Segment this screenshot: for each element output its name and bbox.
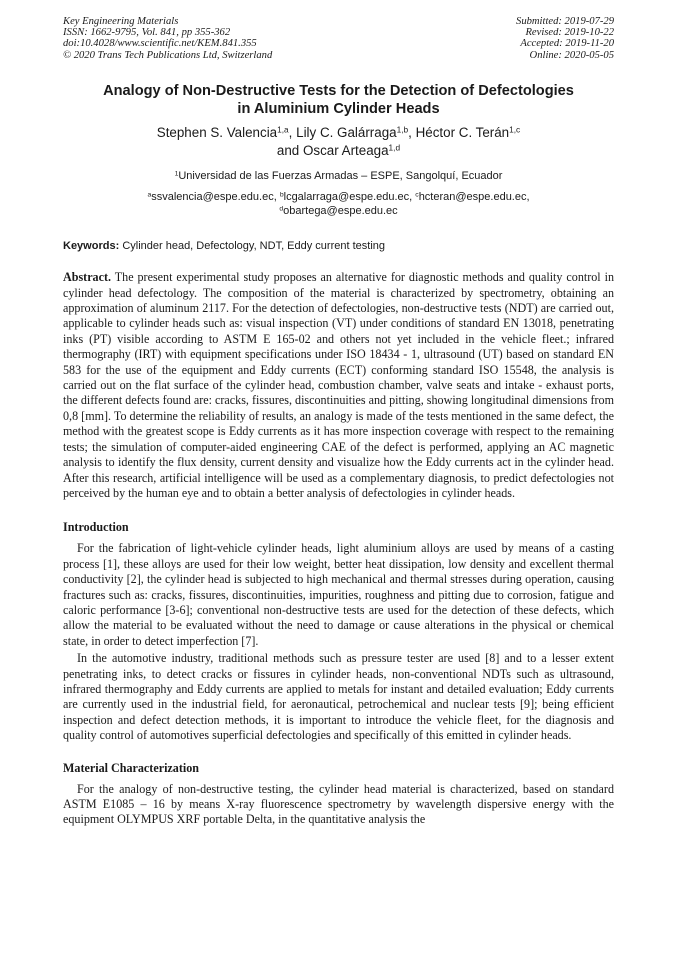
abstract-text: The present experimental study proposes an alternative for diagnostic methods and quality control in cylinder head defectology. The composition of the material is characterized by spectrometry, obtaining an approximation of aluminum 2117. For the detection of defectologies, non-destructive tests (NDT) are carried out, applicable to cylinder heads such as: visual inspection (VT) under conditions of standard EN 13018, penetrating inks (PT) visible according to ASTM E 165-02 and others not yet included in the vehicle fleet.; infrared thermography (IRT) with equipment specifications under ISO 18434 - 1, ultrasound (UT) based on standard EN 583 for the use of the equipment and Eddy currents (ECT) conforming standard ISO 15548, the analysis is carried out on the flat surface of the cylinder head, combustion chamber, valve seats and intake - exhaust ports, the different defects found are: cracks, fissures, discontinuities and pitting, showing longitudinal dimensions from 0,8 [mm]. To determine the reliability of results, an analogy is made of the tests mentioned in the same defect, the method with the greatest scope is Eddy currents as it has more inspection coverage with respect to the remaining tests; the simulation of computer-aided engineering CAE of the defect is performed, applying an AC magnetic analysis to identify the flux density, current density and visualize how the Eddy currents act in the cylinder head. After this research, artificial intelligence will be used as a complementary diagnosis, to predict defectologies not perceived by the human eye and to obtain a better analysis of defectologies in cylinder heads.: [63, 270, 615, 500]
affiliation-text: Universidad de las Fuerzas Armadas – ESPE, Sangolquí, Ecuador: [178, 169, 503, 182]
affiliation: [63, 169, 614, 183]
paper-page: [63, 16, 614, 828]
author-line-1: Stephen S. Valencia$^{1,a}$, Lily C. Galárraga$^{1,b}$, Héctor C. Terán$^{1,c}$: [156, 124, 521, 140]
publication-dates: [516, 16, 614, 61]
keywords-text: Cylinder head, Defectology, NDT, Eddy current testing: [122, 240, 386, 253]
accepted-date: Accepted: 2019-11-20: [520, 38, 614, 50]
keywords: [63, 239, 614, 253]
title-line-2: in Aluminium Cylinder Heads: [237, 101, 440, 118]
issn: ISSN: 1662-9795, Vol. 841, pp 355-362: [63, 27, 231, 39]
paper-title: [63, 82, 614, 119]
author-line-2: [63, 142, 614, 161]
email-d-mark: d: [279, 205, 284, 213]
copyright: © 2020 Trans Tech Publications Ltd, Switzerland: [63, 49, 273, 61]
email-b: lcgalarraga@espe.edu.ec,: [283, 190, 413, 203]
introduction-paragraph-1: For the fabrication of light-vehicle cylinder heads, light aluminium alloys are used by means of a casting process [1], these alloys are used for their low weight, better heat dissipation, low density and excellent thermal conductivity [2], the cylinder head is subjected to high mechanical and thermal stresses during operation, causing fractures such as: cracks, fissures, discontinuities, impurities, roughness and pitting due to corrosion, fatigue and caloric performance [3-6]; conventional non-destructive tests are used for the detection of these defects, which allow the material to be evaluated without the need to damage or cause alterations in the physical or chemical state, in order to detect imperfection [7].: [63, 541, 614, 648]
journal-header: [63, 16, 614, 61]
author-list: [63, 124, 614, 161]
introduction-paragraph-2: In the automotive industry, traditional methods such as pressure tester are used [8] and to a lesser extent penetrating inks, to detect cracks or fissures in cylinder heads, non-conventional NDTs such as ultrasound, infrared thermography and Eddy currents are applied to metals for instant and detailed evaluation; Eddy currents are currently used in the industrial field, for aeronautical, petrochemical and nuclear tests [9]; being efficient inspection and defect detection methods, it is important to introduce the vehicle fleet, for the diagnosis and quality control of automotives superficial defectologies and specifically of this emitted in cylinder heads.: [63, 651, 614, 743]
title-line-1: Analogy of Non-Destructive Tests for the Detection of Defectologies: [103, 82, 574, 99]
email-line-2: [63, 204, 614, 218]
abstract-label: Abstract.: [63, 270, 112, 285]
email-a: ssvalencia@espe.edu.ec,: [151, 190, 277, 203]
doi: doi:10.4028/www.scientific.net/KEM.841.355: [63, 38, 257, 50]
affiliation-mark: 1: [174, 170, 179, 178]
author-2: Lily C. Galárraga: [296, 124, 397, 140]
email-c: hcteran@espe.edu.ec,: [418, 190, 530, 203]
material-heading: Material Characterization: [63, 760, 200, 775]
material-paragraph-1: For the analogy of non-destructive testing, the cylinder head material is characterized, based on standard ASTM E1085 – 16 by means X-ray fluorescence spectrometry by wavelength dispersive energy with the equipment OLYMPUS XRF portable Delta, in the quantitative analysis the: [63, 781, 614, 827]
author-2-affil: 1,b: [396, 124, 409, 135]
introduction-heading: Introduction: [63, 520, 129, 535]
email-b-mark: b: [279, 191, 284, 199]
email-line-1: [63, 190, 614, 204]
author-4-affil: 1,d: [388, 142, 401, 153]
abstract: [63, 270, 614, 501]
author-1-affil: 1,a: [277, 124, 289, 135]
email-a-mark: a: [147, 191, 152, 199]
keywords-label: Keywords:: [63, 240, 120, 253]
author-3-affil: 1,c: [509, 124, 521, 135]
revised-date: Revised: 2019-10-22: [525, 27, 614, 39]
online-date: Online: 2020-05-05: [529, 49, 614, 61]
author-3: Héctor C. Terán: [415, 124, 510, 140]
email-d: obartega@espe.edu.ec: [283, 205, 398, 218]
author-1: Stephen S. Valencia: [156, 124, 278, 140]
email-c-mark: c: [415, 191, 419, 199]
journal-name: Key Engineering Materials: [63, 16, 179, 27]
author-4: and Oscar Arteaga: [276, 143, 389, 159]
author-emails: [63, 190, 614, 218]
submitted-date: Submitted: 2019-07-29: [516, 16, 614, 27]
journal-info: [63, 16, 272, 61]
